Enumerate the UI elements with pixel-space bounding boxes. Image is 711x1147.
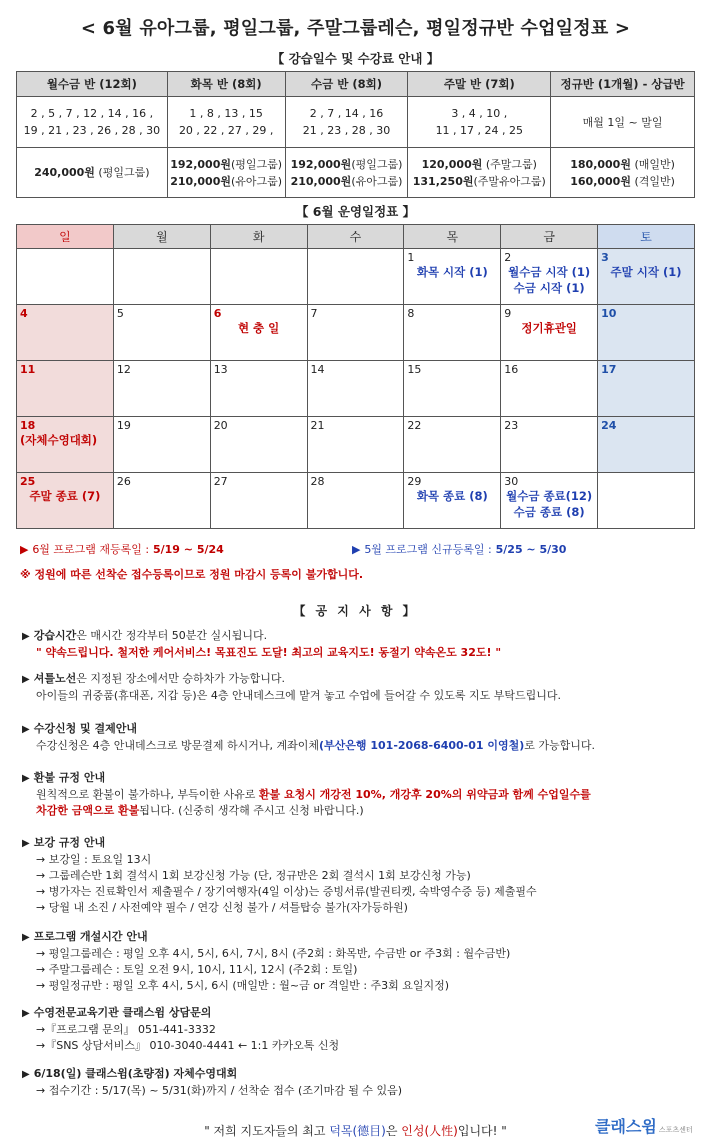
day-number: 11 [20,363,36,376]
calendar-day-cell [210,305,307,361]
day-number: 9 [504,307,512,320]
calendar-day-cell [404,249,501,305]
day-number: 16 [504,363,519,376]
fee-header-weekend: 주말 반 (7회) [408,72,551,97]
notice-competition: ▶ 6/18(일) 클래스윔(초량점) 자체수영대회 → 접수기간 : 5/17(목) ~ 5/31(화)까지 / 선착순 접수 (조기마감 될 수 있음) [22,1067,403,1097]
fee-header-wf: 수금 반 (8회) [285,72,408,97]
bank-account: (부산은행 101-2068-6400-01 이영철) [319,739,525,752]
day-number: 3 [601,251,609,264]
calendar-event: 현 충 일 [237,321,280,335]
calendar-day-cell [307,249,404,305]
calendar-day-cell [113,417,210,473]
calendar-day-cell [307,305,404,361]
calendar-day-cell [404,361,501,417]
weekday-header: 수 [307,225,404,249]
re-registration-dates: 5/19 ~ 5/24 [152,543,224,556]
new-registration-label: 5월 프로그램 신규등록일 : [364,543,492,556]
day-number: 5 [116,307,124,320]
triangle-icon: ▶ [22,838,30,849]
weekday-header: 월 [113,225,210,249]
calendar-day-cell [501,473,598,529]
calendar-day-cell [598,305,695,361]
calendar-day-cell [210,473,307,529]
weekday-header: 금 [501,225,598,249]
day-number: 21 [310,419,325,432]
calendar-day-cell [501,249,598,305]
day-number: 15 [407,363,422,376]
triangle-icon: ▶ [22,1069,30,1080]
calendar-day-cell [307,473,404,529]
calendar-event: 화목 시작 (1) [416,265,488,279]
price-wf: 192,000원(평일그룹) 210,000원(유아그룹) [285,148,408,198]
calendar-day-cell [210,361,307,417]
days-mwf: 2 , 5 , 7 , 12 , 14 , 16 , 19 , 21 , 23 , 26 , 28 , 30 [17,97,168,148]
weekday-header: 목 [404,225,501,249]
days-tt: 1 , 8 , 13 , 15 20 , 22 , 27 , 29 , [167,97,285,148]
day-number: 26 [116,475,131,488]
days-wf: 2 , 7 , 14 , 16 21 , 23 , 28 , 30 [285,97,408,148]
calendar-day-cell [113,249,210,305]
calendar-day-cell [404,473,501,529]
calendar-day-cell [210,417,307,473]
triangle-icon: ▶ [22,631,30,642]
day-number: 25 [20,475,36,488]
capacity-warning: ※ 정원에 따른 선착순 접수등록이므로 정원 마감시 등록이 불가합니다. [20,568,364,581]
fee-header-regular: 정규반 (1개월) - 상급반 [551,72,695,97]
calendar-day-cell [598,473,695,529]
price-regular: 180,000원 (매일반) 160,000원 (격일반) [551,148,695,198]
calendar-day-cell [17,417,114,473]
calendar-day-cell [598,417,695,473]
weekday-header: 일 [17,225,114,249]
day-number: 14 [310,363,325,376]
calendar-day-cell [113,305,210,361]
day-number: 22 [407,419,422,432]
days-regular: 매월 1일 ~ 말일 [551,97,695,148]
price-mwf: 240,000원 (평일그룹) [17,148,168,198]
weekday-header: 화 [210,225,307,249]
notice-payment: ▶ 수강신청 및 결제안내 수강신청은 4층 안내데스크로 방문결제 하시거나, 계좌이체(부산은행 101-2068-6400-01 이영철)로 가능합니다. [22,722,596,752]
notice-refund: ▶ 환불 규정 안내 원칙적으로 환불이 불가하나, 부득이한 사유로 환불 요청시 개강전 10%, 개강후 20%의 위약금과 함께 수업일수를 차감한 금액으로 환불됩니다. (신중히 생각해 주시고 신청 바랍니다.) [22,771,591,817]
calendar-event: 화목 종료 (8) [416,489,488,503]
classwim-logo: 클래스윔 스포츠센터 [595,1117,693,1136]
day-number: 18 [20,419,36,432]
calendar-day-cell [307,417,404,473]
day-number: 6 [213,307,222,320]
day-number: 8 [407,307,415,320]
day-number: 12 [116,363,131,376]
weekday-header: 토 [598,225,695,249]
fee-table-header-row [17,72,695,97]
day-number: 13 [213,363,228,376]
triangle-icon: ▶ [22,674,30,685]
day-number: 24 [601,419,617,432]
calendar-day-cell [598,361,695,417]
fee-table-days-row [17,97,695,148]
calendar-day-cell [17,249,114,305]
calendar-week-row [17,305,695,361]
day-number: 10 [601,307,617,320]
calendar-day-cell [501,361,598,417]
re-registration-info [20,541,224,557]
calendar-week-row [17,249,695,305]
notice-title: 【 공 지 사 항 】 [293,604,418,618]
day-number: 20 [213,419,228,432]
day-number: 27 [213,475,228,488]
days-weekend: 3 , 4 , 10 , 11 , 17 , 24 , 25 [408,97,551,148]
calendar-event: 정기휴관일 [521,321,577,335]
day-number: 17 [601,363,617,376]
triangle-icon: ▶ [22,932,30,943]
new-registration-dates: 5/25 ~ 5/30 [495,543,567,556]
calendar-day-cell [307,361,404,417]
calendar-day-cell [501,417,598,473]
fee-table-prices-row [17,148,695,198]
re-registration-label: 6월 프로그램 재등록일 : [32,543,150,556]
fee-table [16,71,695,198]
notice-shuttle: ▶ 셔틀노선은 지정된 장소에서만 승하차가 가능합니다. 아이들의 귀중품(휴대폰, 지갑 등)은 4층 안내데스크에 맡겨 놓고 수업에 들어갈 수 있도록 지도 부탁드립니다. [22,672,561,702]
calendar-week-row [17,417,695,473]
notice-lesson-time: ▶ 강습시간은 매시간 정각부터 50분간 실시됩니다. " 약속드립니다. 철저한 케어서비스! 목표진도 도달! 최고의 교육지도! 동절기 약속온도 32도! " [22,628,692,661]
calendar-week-row [17,473,695,529]
notice-contact: ▶ 수영전문교육기관 클래스윔 상담문의 →『프로그램 문의』 051-441-3332 →『SNS 상담서비스』 010-3040-4441 ← 1:1 카카오톡 신청 [22,1006,340,1052]
fee-section-title: 【 강습일수 및 수강료 안내 】 [271,51,440,66]
calendar-table [16,224,695,529]
calendar-event: 주말 시작 (1) [610,265,682,279]
calendar-event: (자체수영대회) [20,433,98,447]
fee-header-tt: 화목 반 (8회) [167,72,285,97]
calendar-title: 【 6월 운영일정표 】 [295,204,416,219]
calendar-event: 월수금 시작 (1) [508,265,591,279]
day-number: 30 [504,475,519,488]
calendar-day-cell [404,417,501,473]
triangle-icon: ▶ [20,543,29,556]
calendar-day-cell [17,305,114,361]
triangle-icon: ▶ [22,724,30,735]
calendar-day-cell [404,305,501,361]
day-number: 1 [407,251,415,264]
price-weekend: 120,000원 (주말그룹) 131,250원(주말유아그룹) [408,148,551,198]
day-number: 19 [116,419,131,432]
day-number: 2 [504,251,512,264]
calendar-day-cell [113,473,210,529]
fee-header-mwf: 월수금 반 (12회) [17,72,168,97]
day-number: 4 [20,307,28,320]
day-number: 28 [310,475,325,488]
calendar-day-cell [501,305,598,361]
calendar-day-cell [17,361,114,417]
footer-slogan: " 저희 지도자들의 최고 덕목(德目)은 인성(人性)입니다! " [204,1124,507,1138]
day-number: 7 [310,307,318,320]
calendar-weekday-row [17,225,695,249]
calendar-event: 수금 종료 (8) [513,505,585,519]
calendar-event: 수금 시작 (1) [513,281,585,295]
day-number: 29 [407,475,422,488]
calendar-day-cell [210,249,307,305]
page-title: < 6월 유아그룹, 평일그룹, 주말그룹레슨, 평일정규반 수업일정표 > [80,18,631,39]
calendar-event: 월수금 종료(12) [506,489,593,503]
calendar-day-cell [598,249,695,305]
calendar-day-cell [113,361,210,417]
triangle-icon: ▶ [22,773,30,784]
new-registration-info [352,541,566,557]
calendar-day-cell [17,473,114,529]
notice-makeup: ▶ 보강 규정 안내 → 보강일 : 토요일 13시 → 그룹레슨반 1회 결석시 1회 보강신청 가능 (단, 정규반은 2회 결석시 1회 보강신청 가능) → 병가자는 진료확인서 제출필수 / 장기여행자(4일 이상)는 증빙서류(발권티켓, 숙박영수증 등) 제출필수 → 당월 내 소진 / 사전예약 필수 / 연강 신청 불가 / 셔틀탑승 불가(자가등하원) [22,836,537,914]
notice-schedule: ▶ 프로그램 개설시간 안내 → 평일그룹레슨 : 평일 오후 4시, 5시, 6시, 7시, 8시 (주2회 : 화목반, 수금반 or 주3회 : 월수금반) → 주말그룹레슨 : 토일 오전 9시, 10시, 11시, 12시 (주2회 : 토일) → 평일정규반 : 평일 오후 4시, 5시, 6시 (매일반 : 월~금 or 격일반 : 주3회 요일지정) [22,930,511,992]
calendar-week-row [17,361,695,417]
triangle-icon: ▶ [352,543,361,556]
day-number: 23 [504,419,519,432]
promise-text: " 약속드립니다. 철저한 케어서비스! 목표진도 도달! 최고의 교육지도! 동절기 약속온도 32도! " [36,646,502,659]
triangle-icon: ▶ [22,1008,30,1019]
price-tt: 192,000원(평일그룹) 210,000원(유아그룹) [167,148,285,198]
calendar-event: 주말 종료 (7) [29,489,101,503]
